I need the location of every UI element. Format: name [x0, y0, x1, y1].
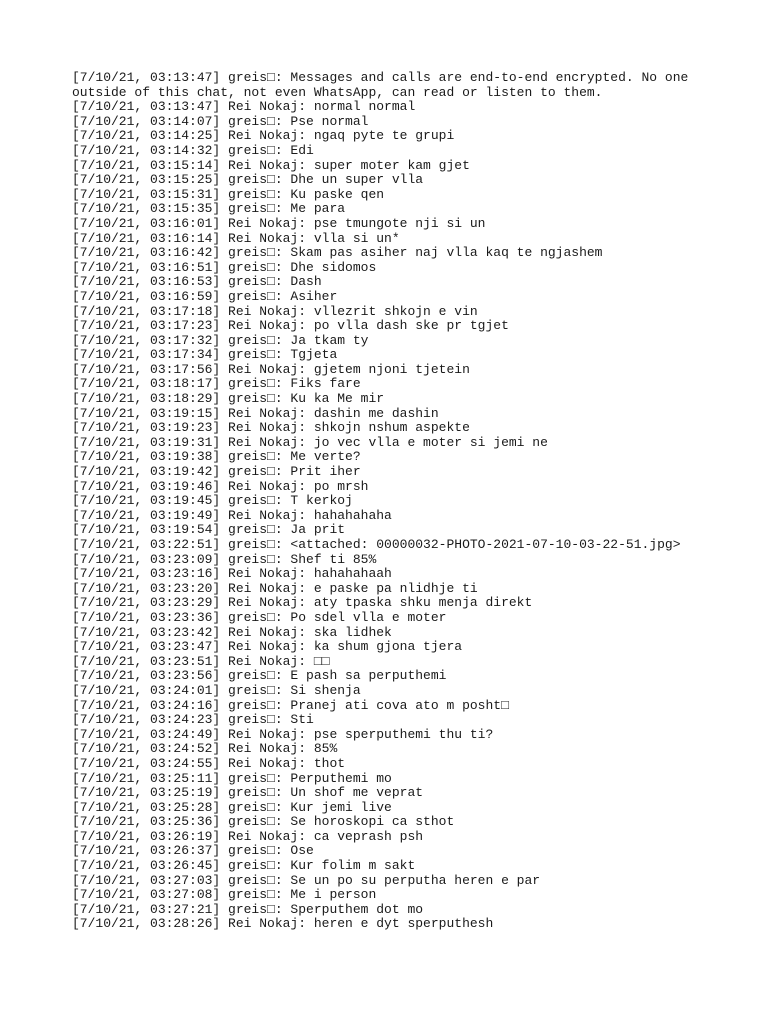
- chat-line: outside of this chat, not even WhatsApp, can read or listen to them.: [72, 84, 603, 100]
- chat-line: [7/10/21, 03:26:37] greis□: Ose: [72, 843, 314, 859]
- chat-line: [7/10/21, 03:15:31] greis□: Ku paske qen: [72, 186, 385, 202]
- chat-line: [7/10/21, 03:19:31] Rei Nokaj: jo vec vlla e moter si jemi ne: [72, 434, 548, 450]
- chat-line: [7/10/21, 03:18:29] greis□: Ku ka Me mir: [72, 391, 385, 407]
- chat-line: [7/10/21, 03:17:34] greis□: Tgjeta: [72, 347, 338, 363]
- chat-line: [7/10/21, 03:23:16] Rei Nokaj: hahahahaah: [72, 566, 392, 582]
- chat-line: [7/10/21, 03:27:08] greis□: Me i person: [72, 887, 377, 903]
- chat-line: [7/10/21, 03:16:14] Rei Nokaj: vlla si un*: [72, 230, 400, 246]
- chat-line: [7/10/21, 03:19:23] Rei Nokaj: shkojn nshum aspekte: [72, 420, 470, 436]
- chat-line: [7/10/21, 03:13:47] Rei Nokaj: normal normal: [72, 99, 416, 115]
- chat-line: [7/10/21, 03:15:35] greis□: Me para: [72, 201, 346, 217]
- chat-line: [7/10/21, 03:28:26] Rei Nokaj: heren e dyt sperputhesh: [72, 916, 494, 932]
- chat-line: [7/10/21, 03:19:38] greis□: Me verte?: [72, 449, 361, 465]
- chat-line: [7/10/21, 03:14:25] Rei Nokaj: ngaq pyte te grupi: [72, 128, 455, 144]
- chat-line: [7/10/21, 03:24:01] greis□: Si shenja: [72, 682, 361, 698]
- chat-line: [7/10/21, 03:27:21] greis□: Sperputhem dot mo: [72, 901, 424, 917]
- chat-line: [7/10/21, 03:14:07] greis□: Pse normal: [72, 113, 369, 129]
- chat-line: [7/10/21, 03:16:59] greis□: Asiher: [72, 288, 338, 304]
- chat-line: [7/10/21, 03:23:51] Rei Nokaj: □□: [72, 653, 330, 669]
- chat-line: [7/10/21, 03:24:52] Rei Nokaj: 85%: [72, 741, 338, 757]
- chat-line: [7/10/21, 03:19:42] greis□: Prit iher: [72, 464, 361, 480]
- chat-line: [7/10/21, 03:18:17] greis□: Fiks fare: [72, 376, 361, 392]
- chat-line: [7/10/21, 03:22:51] greis□: <attached: 00000032-PHOTO-2021-07-10-03-22-51.jpg>: [72, 537, 681, 552]
- chat-line: [7/10/21, 03:19:49] Rei Nokaj: hahahahaha: [72, 507, 392, 523]
- chat-line: [7/10/21, 03:16:42] greis□: Skam pas asiher naj vlla kaq te ngjashem: [72, 245, 603, 261]
- chat-line: [7/10/21, 03:26:45] greis□: Kur folim m sakt: [72, 858, 416, 874]
- chat-line: [7/10/21, 03:24:16] greis□: Pranej ati cova ato m posht□: [72, 697, 509, 713]
- chat-line: [7/10/21, 03:19:45] greis□: T kerkoj: [72, 493, 353, 509]
- chat-line: [7/10/21, 03:23:42] Rei Nokaj: ska lidhek: [72, 624, 392, 640]
- chat-line: [7/10/21, 03:23:20] Rei Nokaj: e paske pa nlidhje ti: [72, 580, 478, 596]
- chat-line: [7/10/21, 03:14:32] greis□: Edi: [72, 142, 314, 158]
- chat-line: [7/10/21, 03:17:32] greis□: Ja tkam ty: [72, 332, 369, 348]
- chat-line: [7/10/21, 03:26:19] Rei Nokaj: ca veprash psh: [72, 828, 424, 844]
- chat-line: [7/10/21, 03:24:55] Rei Nokaj: thot: [72, 755, 346, 771]
- chat-line: [7/10/21, 03:23:47] Rei Nokaj: ka shum gjona tjera: [72, 639, 463, 655]
- chat-line: [7/10/21, 03:23:56] greis□: E pash sa perputhemi: [72, 668, 447, 684]
- chat-line: [7/10/21, 03:25:36] greis□: Se horoskopi ca sthot: [72, 814, 455, 830]
- chat-line: [7/10/21, 03:19:54] greis□: Ja prit: [72, 522, 346, 538]
- chat-line: [7/10/21, 03:25:19] greis□: Un shof me veprat: [72, 785, 424, 801]
- chat-line: [7/10/21, 03:23:36] greis□: Po sdel vlla e moter: [72, 609, 447, 625]
- chat-line: [7/10/21, 03:27:03] greis□: Se un po su perputha heren e par: [72, 872, 541, 888]
- chat-line: [7/10/21, 03:16:51] greis□: Dhe sidomos: [72, 259, 377, 275]
- chat-line: [7/10/21, 03:17:56] Rei Nokaj: gjetem njoni tjetein: [72, 361, 470, 377]
- chat-line: [7/10/21, 03:13:47] greis□: Messages and calls are end-to-end encrypted. No one: [72, 70, 689, 85]
- chat-line: [7/10/21, 03:15:25] greis□: Dhe un super vlla: [72, 172, 424, 188]
- chat-line: [7/10/21, 03:23:09] greis□: Shef ti 85%: [72, 551, 377, 567]
- chat-line: [7/10/21, 03:17:18] Rei Nokaj: vllezrit shkojn e vin: [72, 303, 478, 319]
- chat-line: [7/10/21, 03:24:49] Rei Nokaj: pse sperputhemi thu ti?: [72, 726, 494, 742]
- chat-line: [7/10/21, 03:24:23] greis□: Sti: [72, 712, 314, 728]
- chat-line: [7/10/21, 03:16:53] greis□: Dash: [72, 274, 322, 290]
- chat-line: [7/10/21, 03:17:23] Rei Nokaj: po vlla dash ske pr tgjet: [72, 318, 509, 334]
- chat-line: [7/10/21, 03:16:01] Rei Nokaj: pse tmungote nji si un: [72, 215, 486, 231]
- chat-line: [7/10/21, 03:19:15] Rei Nokaj: dashin me dashin: [72, 405, 439, 421]
- chat-line: [7/10/21, 03:25:28] greis□: Kur jemi live: [72, 799, 392, 815]
- chat-line: [7/10/21, 03:19:46] Rei Nokaj: po mrsh: [72, 478, 369, 494]
- chat-line: [7/10/21, 03:15:14] Rei Nokaj: super moter kam gjet: [72, 157, 470, 173]
- chat-line: [7/10/21, 03:25:11] greis□: Perputhemi mo: [72, 770, 392, 786]
- chat-line: [7/10/21, 03:23:29] Rei Nokaj: aty tpaska shku menja direkt: [72, 595, 533, 611]
- chat-transcript: [72, 71, 712, 932]
